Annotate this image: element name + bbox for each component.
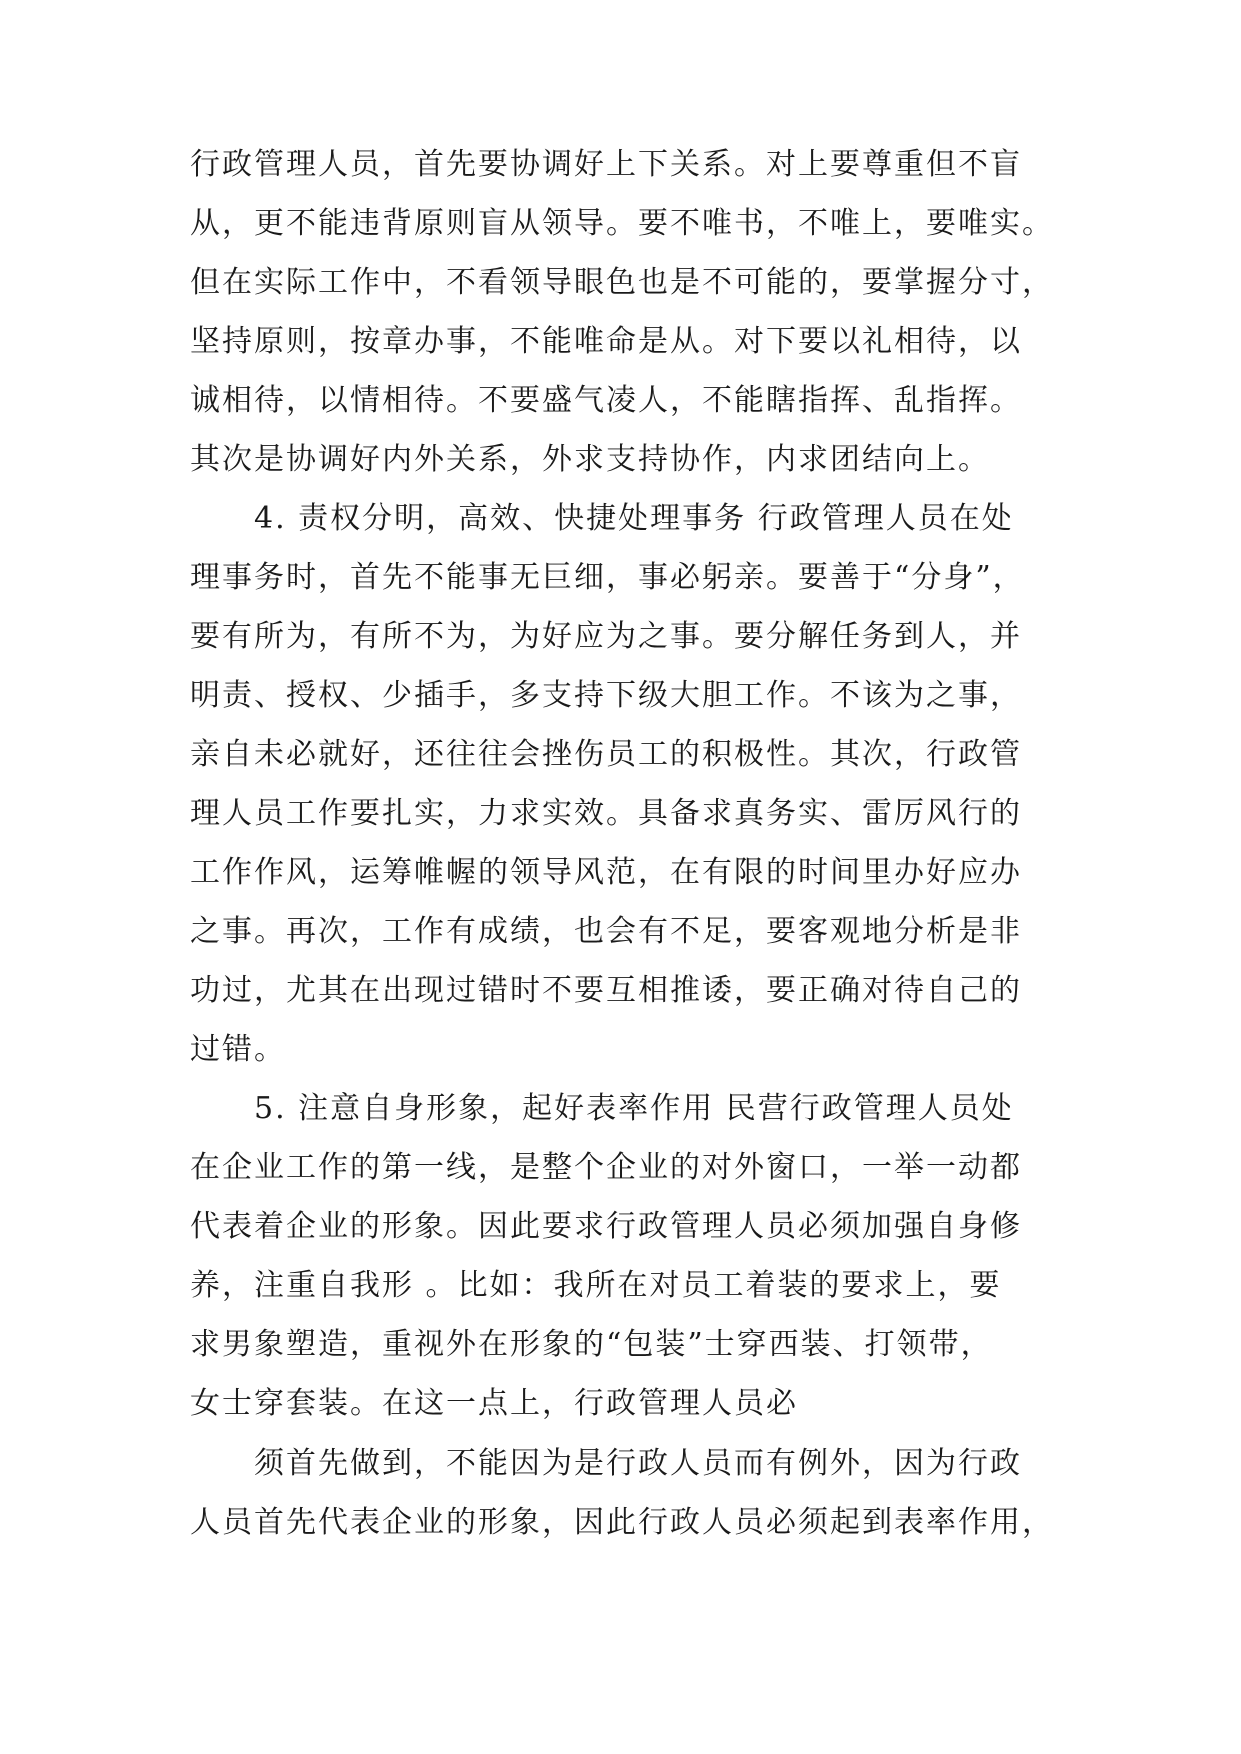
section-5-heading-line: 5. 注意自身形象，起好表率作用 民营行政管理人员处 — [254, 1091, 1014, 1126]
continued-paragraph — [190, 1434, 1070, 1552]
text-line: 要有所为，有所不为，为好应为之事。要分解任务到人，并 — [190, 619, 1022, 654]
text-line: 其次是协调好内外关系，外求支持协作，内求团结向上。 — [190, 442, 990, 477]
text-line: 亲自未必就好，还往往会挫伤员工的积极性。其次，行政管 — [190, 737, 1022, 772]
text-line: 须首先做到，不能因为是行政人员而有例外，因为行政 — [254, 1446, 1022, 1481]
text-line: 理事务时，首先不能事无巨细，事必躬亲。要善于“分身”， — [190, 560, 1025, 595]
text-line: 养，注重自我形 。比如：我所在对员工着装的要求上，要 — [190, 1268, 1002, 1303]
body-text — [190, 135, 1070, 1433]
text-line: 明责、授权、少插手，多支持下级大胆工作。不该为之事， — [190, 678, 1022, 713]
text-line: 从，更不能违背原则盲从领导。要不唯书，不唯上，要唯实。 — [190, 206, 1054, 241]
text-line: 理人员工作要扎实，力求实效。具备求真务实、雷厉风行的 — [190, 796, 1022, 831]
text-line: 人员首先代表企业的形象，因此行政人员必须起到表率作用， — [190, 1505, 1054, 1540]
text-line: 行政管理人员，首先要协调好上下关系。对上要尊重但不盲 — [190, 147, 1022, 182]
text-line: 过错。 — [190, 1032, 286, 1067]
text-line: 代表着企业的形象。因此要求行政管理人员必须加强自身修 — [190, 1209, 1022, 1244]
text-line: 求男象塑造，重视外在形象的“包装”士穿西装、打领带， — [190, 1327, 993, 1362]
section-4-heading-line: 4. 责权分明，高效、快捷处理事务 行政管理人员在处 — [254, 501, 1014, 536]
text-line: 诚相待，以情相待。不要盛气凌人，不能瞎指挥、乱指挥。 — [190, 383, 1022, 418]
text-line: 但在实际工作中，不看领导眼色也是不可能的，要掌握分寸， — [190, 265, 1054, 300]
text-line: 在企业工作的第一线，是整个企业的对外窗口，一举一动都 — [190, 1150, 1022, 1185]
text-line: 功过，尤其在出现过错时不要互相推诿，要正确对待自己的 — [190, 973, 1022, 1008]
text-line: 工作作风，运筹帷幄的领导风范，在有限的时间里办好应办 — [190, 855, 1022, 890]
text-line: 之事。再次，工作有成绩，也会有不足，要客观地分析是非 — [190, 914, 1022, 949]
text-line: 坚持原则，按章办事，不能唯命是从。对下要以礼相待，以 — [190, 324, 1022, 359]
text-line: 女士穿套装。在这一点上，行政管理人员必 — [190, 1386, 798, 1421]
